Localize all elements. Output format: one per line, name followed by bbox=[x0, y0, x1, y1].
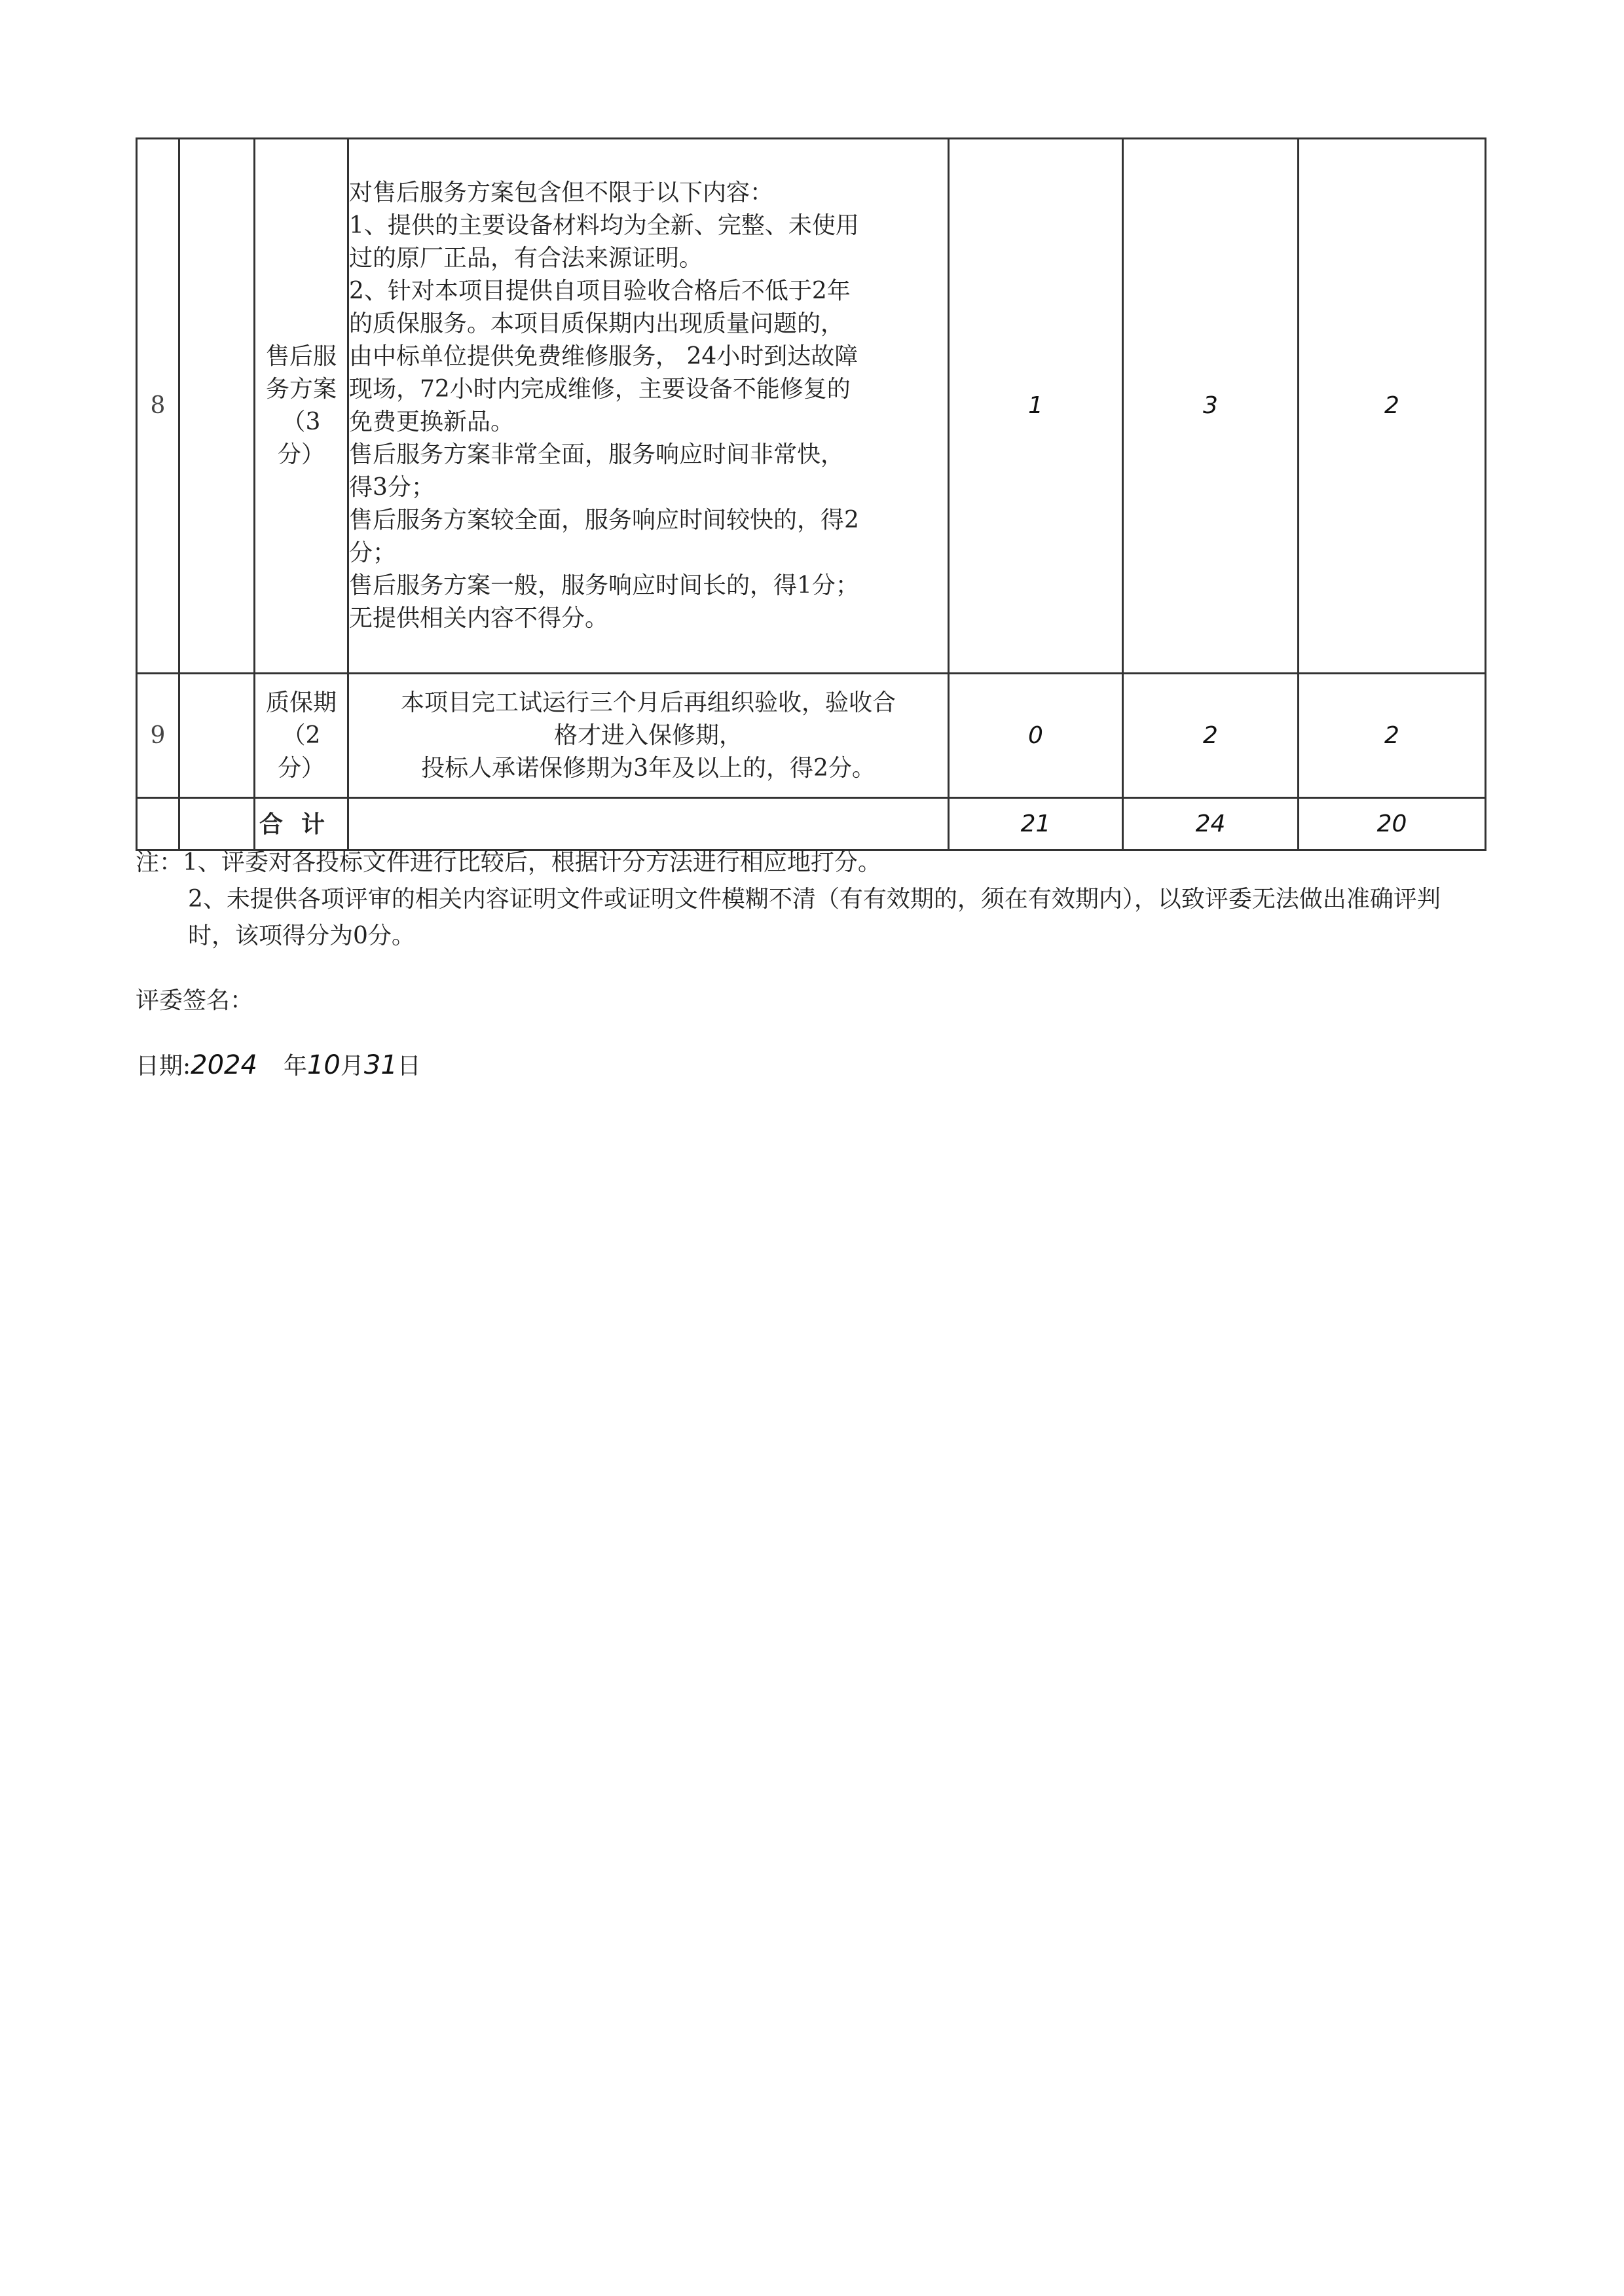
category-line: 分） bbox=[277, 441, 325, 468]
date-day-suffix: 日 bbox=[397, 1053, 421, 1080]
criteria-line: 对售后服务方案包含但不限于以下内容： bbox=[349, 179, 774, 206]
empty-cell bbox=[137, 798, 179, 850]
criteria-line: 的质保服务。本项目质保期内出现质量问题的， bbox=[349, 310, 845, 337]
criteria-line: 本项目完工试运行三个月后再组织验收，验收合 bbox=[400, 689, 896, 716]
criteria-cell bbox=[348, 674, 949, 798]
notes-block bbox=[136, 845, 1485, 955]
empty-cell bbox=[348, 798, 949, 850]
empty-cell bbox=[179, 798, 255, 850]
criteria-line: 格才进入保修期， bbox=[553, 721, 743, 749]
score-cell: 2 bbox=[1299, 139, 1486, 674]
criteria-line: 分； bbox=[349, 539, 397, 566]
total-score-cell: 20 bbox=[1299, 798, 1486, 850]
total-label: 合计 bbox=[255, 798, 348, 850]
total-score-cell: 21 bbox=[949, 798, 1123, 850]
criteria-line: 1、提供的主要设备材料均为全新、完整、未使用 bbox=[349, 212, 859, 239]
note-1: 注：1、评委对各投标文件进行比较后，根据计分方法进行相应地打分。 bbox=[136, 849, 881, 876]
criteria-line: 2、针对本项目提供自项目验收合格后不低于2年 bbox=[349, 278, 851, 304]
category-line: （3 bbox=[282, 409, 321, 435]
table-row bbox=[137, 674, 1486, 798]
date-month: 10 bbox=[306, 1050, 341, 1080]
score-cell: 2 bbox=[1299, 674, 1486, 798]
criteria-line: 过的原厂正品，有合法来源证明。 bbox=[349, 245, 703, 272]
empty-cell bbox=[179, 139, 255, 674]
criteria-line: 现场，72小时内完成维修，主要设备不能修复的 bbox=[349, 376, 851, 403]
date-line bbox=[136, 1048, 421, 1081]
criteria-cell bbox=[348, 139, 949, 674]
criteria-line: 无提供相关内容不得分。 bbox=[349, 605, 609, 632]
category-cell bbox=[255, 674, 348, 798]
criteria-line: 得3分； bbox=[349, 474, 435, 501]
row-number: 8 bbox=[137, 139, 179, 674]
signature-label: 评委签名： bbox=[136, 987, 254, 1014]
note-2: 2、未提供各项评审的相关内容证明文件或证明文件模糊不清（有有效期的，须在有效期内），以致评委无法做出准确评判时，该项得分为0分。 bbox=[188, 886, 1441, 949]
date-year-suffix: 年 bbox=[283, 1053, 307, 1080]
category-line: （2 bbox=[282, 721, 321, 749]
score-cell: 3 bbox=[1123, 139, 1299, 674]
category-cell bbox=[255, 139, 348, 674]
category-line: 质保期 bbox=[265, 689, 337, 716]
row-number: 9 bbox=[137, 674, 179, 798]
category-line: 售后服 bbox=[265, 343, 337, 370]
date-year: 2024 bbox=[191, 1050, 257, 1080]
scoring-table bbox=[136, 137, 1486, 851]
criteria-line: 由中标单位提供免费维修服务， 24小时到达故障 bbox=[349, 343, 858, 370]
category-line: 分） bbox=[277, 754, 325, 782]
criteria-line: 投标人承诺保修期为3年及以上的，得2分。 bbox=[421, 754, 876, 782]
date-month-suffix: 月 bbox=[340, 1053, 364, 1080]
criteria-line: 售后服务方案较全面，服务响应时间较快的，得2 bbox=[349, 507, 859, 534]
total-row bbox=[137, 798, 1486, 850]
criteria-line: 售后服务方案非常全面，服务响应时间非常快， bbox=[349, 441, 845, 468]
total-score-cell: 24 bbox=[1123, 798, 1299, 850]
table-row bbox=[137, 139, 1486, 674]
date-day: 31 bbox=[363, 1050, 397, 1080]
date-label: 日期: bbox=[136, 1053, 191, 1080]
score-cell: 0 bbox=[949, 674, 1123, 798]
criteria-line: 售后服务方案一般，服务响应时间长的，得1分； bbox=[349, 572, 859, 599]
score-cell: 2 bbox=[1123, 674, 1299, 798]
category-line: 务方案 bbox=[265, 376, 337, 403]
empty-cell bbox=[179, 674, 255, 798]
criteria-line: 免费更换新品。 bbox=[349, 409, 515, 435]
score-cell: 1 bbox=[949, 139, 1123, 674]
